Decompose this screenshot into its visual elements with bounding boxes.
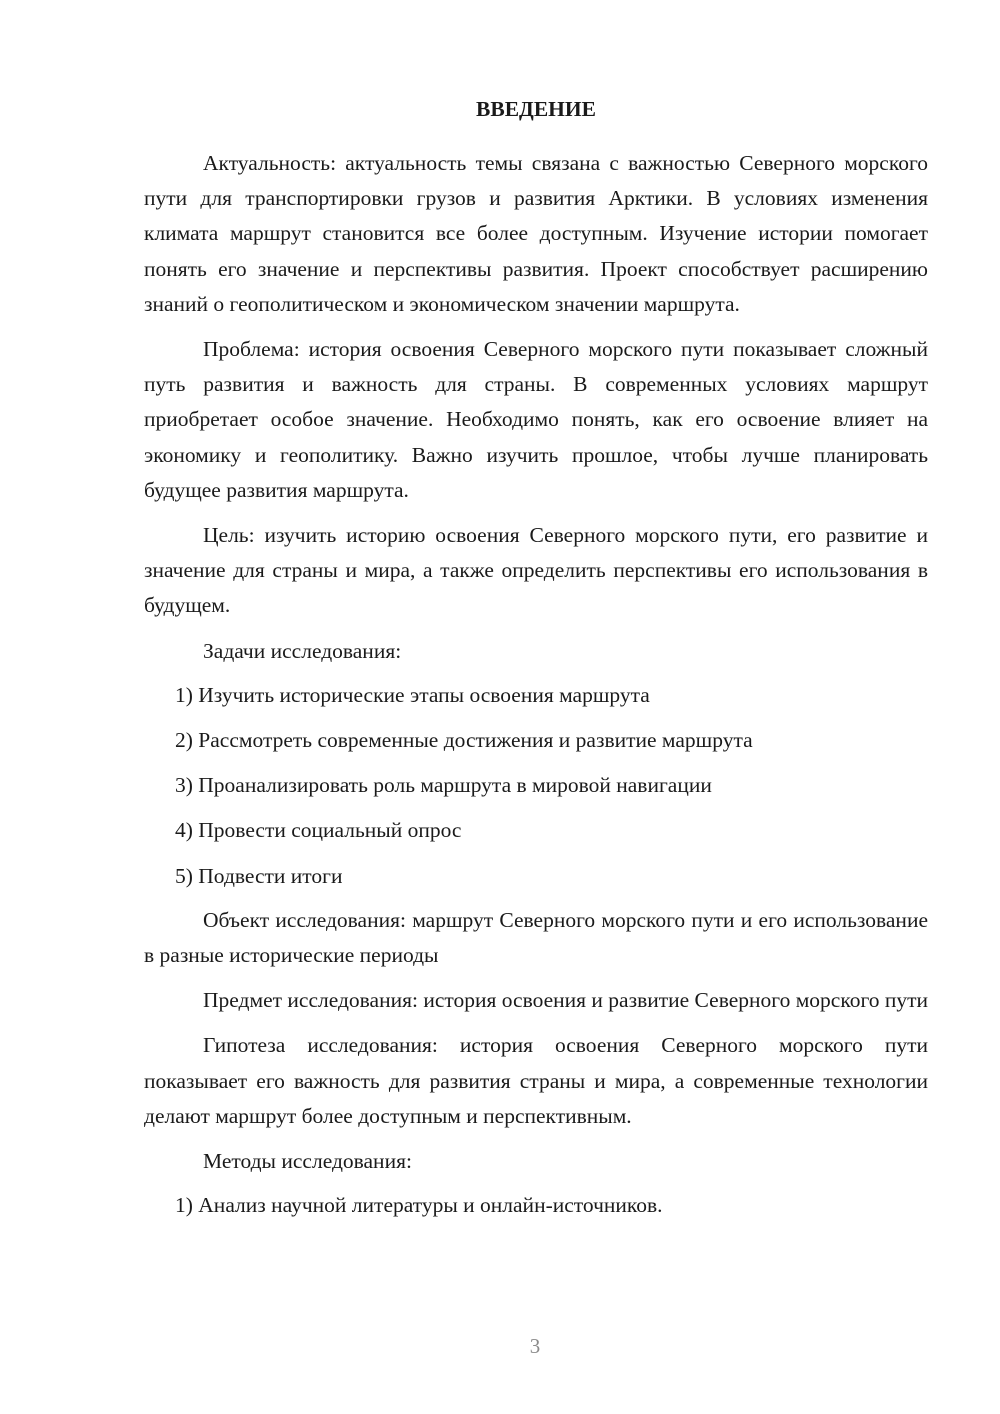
list-item: 1) Анализ научной литературы и онлайн-источников. <box>175 1193 663 1218</box>
paragraph-hypothesis: Гипотеза исследования: история освоения Северного морского пути показывает его важность для развития страны и мира, а современные технологии делают маршрут более доступным и перспективным. <box>144 1033 928 1128</box>
list-item: 1) Изучить исторические этапы освоения маршрута <box>175 682 650 707</box>
paragraph-subject: Предмет исследования: история освоения и развитие Северного морского пути <box>203 988 929 1013</box>
paragraph-goal: Цель: изучить историю освоения Северного морского пути, его развитие и значение для страны и мира, а также определить перспективы его использования в будущем. <box>144 523 928 618</box>
tasks-heading: Задачи исследования: <box>203 638 402 663</box>
section-title: ВВЕДЕНИЕ <box>476 97 596 121</box>
paragraph-object: Объект исследования: маршрут Северного морского пути и его использование в разные исторические периоды <box>144 907 928 968</box>
paragraph-relevance: Актуальность: актуальность темы связана с важностью Северного морского пути для транспортировки грузов и развития Арктики. В условиях изменения климата маршрут становится все более доступным. Изучение истории помогает понять его значение и перспективы развития. Проект способствует расширению знаний о геополитическом и экономическом значении маршрута. <box>144 151 928 316</box>
methods-heading: Методы исследования: <box>203 1149 412 1174</box>
list-item: 5) Подвести итоги <box>175 863 343 888</box>
list-item: 3) Проанализировать роль маршрута в мировой навигации <box>175 773 712 798</box>
paragraph-problem: Проблема: история освоения Северного морского пути показывает сложный путь развития и важность для страны. В современных условиях маршрут приобретает особое значение. Необходимо понять, как его освоение влияет на экономику и геополитику. Важно изучить прошлое, чтобы лучше планировать будущее развития маршрута. <box>144 337 928 502</box>
list-item: 4) Провести социальный опрос <box>175 818 462 843</box>
list-item: 2) Рассмотреть современные достижения и развитие маршрута <box>175 728 753 753</box>
methods-list <box>144 1183 928 1228</box>
page-number: 3 <box>529 1334 541 1358</box>
tasks-list <box>144 673 928 899</box>
page-content <box>144 92 928 1228</box>
